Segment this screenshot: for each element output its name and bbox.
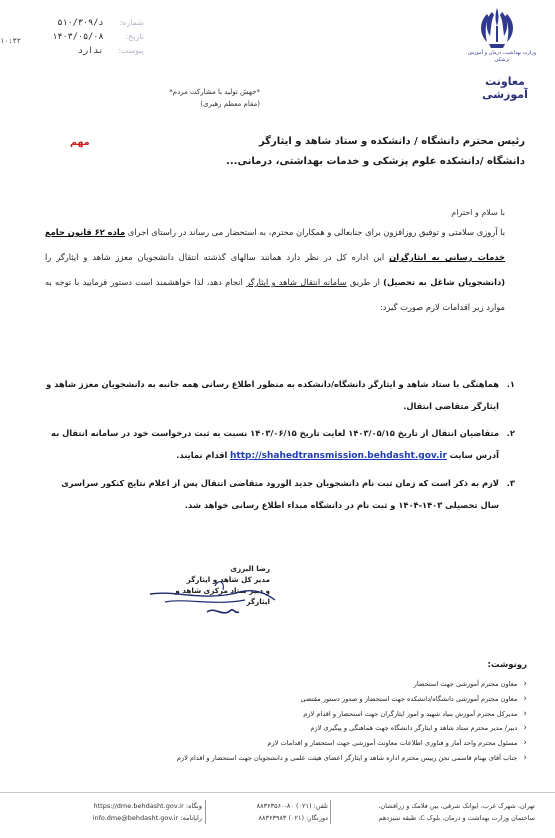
phone-label: تلفن: xyxy=(313,802,328,810)
body-text-1: با آروزی سلامتی و توفیق روزافزون برای جنابعالی و همکاران محترم، به استحضار می رساند در راستای اجرای xyxy=(127,227,506,237)
item-text: لازم به ذکر است که زمان ثبت نام دانشجویان جدید الورود متقاضی انتقال پس از اعلام نتایج کنکور سراسری سال تحصیلی ۱۴۰۳-۱۴۰۴ و ثبت نام در دانشگاه مبداء اطلاع رسانی خواهد شد. xyxy=(61,478,499,510)
deputy-title: معاونت آموزشی xyxy=(482,75,528,101)
greeting: با سلام و احترام xyxy=(451,208,505,217)
email-row xyxy=(60,812,202,824)
addressee-line-1: رئیس محترم دانشگاه / دانشکده و ستاد شاهد و ایثارگر xyxy=(258,136,525,147)
number-value: د/۵۱۰/۳۰۹ xyxy=(57,18,104,28)
meta-number xyxy=(44,16,144,30)
footer-address xyxy=(315,800,535,824)
footer-web xyxy=(60,800,202,824)
addressee-line-2: دانشگاه /دانشکده علوم پزشکی و خدمات بهداشتی، درمانی... xyxy=(226,156,525,167)
item-body xyxy=(40,422,499,467)
fax-row xyxy=(218,812,328,824)
cc-item: ‹ دبیر/ مدیر محترم ستاد شاهد و ایثارگر دانشگاه جهت هماهنگی و پیگیری لازم xyxy=(27,721,527,736)
body-bold-law: ماده ۶۲ قانون جامع خدمات رسانی به ایثارگران xyxy=(45,227,505,262)
meta-date xyxy=(44,30,144,44)
body-system-name: سامانه انتقال شاهد و ایثارگر xyxy=(246,277,347,287)
body-text-2: این اداره کل در نظر دارد همانند سالهای گذشته انتقال دانشجویان معزز شاهد و ایثارگر را xyxy=(45,252,385,262)
time-stamp: ۱۰:۳۲ xyxy=(0,37,22,45)
address-line-1: تهران، شهرک غرب، ایوانک شرقی، بین فلامک و زرافشان، xyxy=(378,802,535,810)
email-label: رایانامه: xyxy=(180,814,202,822)
footer-separator xyxy=(330,800,331,824)
phone-row xyxy=(218,800,328,812)
body-paragraph xyxy=(45,220,505,320)
slogan xyxy=(30,86,260,110)
website-link[interactable]: https://dme.behdasht.gov.ir xyxy=(93,802,184,810)
item-tail: اقدام نمایند. xyxy=(176,450,228,460)
attachment-value: ندارد xyxy=(77,46,104,56)
cc-item: ‹ جناب آقای بهنام قاسمی تجن رییس محترم اداره شاهد و ایثارگر اعضای هیئت علمی و دانشجویان جهت استحضار و اقدام لازم xyxy=(27,751,527,766)
web-label: وبگاه: xyxy=(185,802,202,810)
date-value: ۱۴۰۳/۰۵/۰۸ xyxy=(52,32,104,42)
body-text-4: انجام دهد، لذا خواهشمند است دستور فرمایید با توجه به موارد زیر اقدامات لازم صورت گیرد: xyxy=(45,277,505,312)
signer-title-1: مدیر کل شاهد و ایثارگر xyxy=(186,575,270,584)
cc-title: رونوشت: xyxy=(487,660,527,670)
address-line-2: ساختمان وزارت بهداشت و درمان، بلوک C، طبقه سیزدهم xyxy=(378,814,535,822)
transfer-system-link[interactable]: http://shahedtransmission.behdasht.gov.ir xyxy=(230,451,447,461)
item-number: ۱. xyxy=(506,379,515,389)
attachment-label: پیوست: xyxy=(117,46,144,55)
phone-number: ۸۸۳۶۳۵۶۰-۸۰ (۰۲۱) xyxy=(256,802,312,810)
list-item xyxy=(40,373,515,417)
number-label: شماره: xyxy=(119,18,144,27)
footer-divider xyxy=(0,792,555,793)
signer-name: رضا البرزی xyxy=(230,564,270,573)
footer-phones xyxy=(218,800,328,824)
instruction-list xyxy=(40,373,515,521)
iran-emblem-icon xyxy=(474,4,520,52)
list-item xyxy=(40,422,515,467)
cc-item: ‹ مسئول محترم واحد آمار و فناوری اطلاعات معاونت آموزشی جهت استحضار و اقدامات لازم xyxy=(27,736,527,751)
signer-title-2: و دبیر ستاد مرکزی شاهد و ایثارگر xyxy=(175,586,270,606)
item-number: ۳. xyxy=(506,478,515,488)
item-text: هماهنگی با ستاد شاهد و ایثارگر دانشگاه/دانشکده به منظور اطلاع رسانی همه جانبه به دانشجویان معزز شاهد و ایثارگر متقاضی انتقال. xyxy=(46,379,499,411)
list-item xyxy=(40,472,515,516)
body-text-3: از طریق xyxy=(349,277,380,287)
slogan-line: *جهش تولید با مشارکت مردم* xyxy=(169,88,260,96)
body-bold-students: (دانشجویان شاغل به تحصیل) xyxy=(383,277,506,287)
ministry-name: وزارت بهداشت، درمان و آموزش پزشکی xyxy=(467,50,537,63)
slogan-attribution: (مقام معظم رهبری) xyxy=(200,100,260,108)
cc-list xyxy=(27,677,527,766)
meta-attachment xyxy=(44,44,144,58)
cc-item: ‹ مدیرکل محترم آموزش بنیاد شهید و امور ایثارگران جهت استحضار و اقدام لازم xyxy=(27,707,527,722)
priority-label: مهم xyxy=(70,137,90,148)
footer-separator xyxy=(205,800,206,824)
cc-item: ‹ معاون محترم آموزشی جهت استحضار xyxy=(27,677,527,692)
email-link[interactable]: info.dme@behdasht.gov.ir xyxy=(92,814,179,822)
cc-item: ‹ معاون محترم آموزشی دانشگاه/دانشکده جهت استحضار و صدور دستور مقتضی xyxy=(27,692,527,707)
date-label: تاریخ: xyxy=(125,32,144,41)
web-row xyxy=(60,800,202,812)
letter-meta xyxy=(44,16,144,58)
fax-number: ۸۸۳۶۳۹۸۳ (۰۲۱) xyxy=(258,814,305,822)
item-number: ۲. xyxy=(506,428,515,438)
handwritten-signature xyxy=(145,572,280,622)
item-text: متقاضیان انتقال از تاریخ ۱۴۰۳/۰۵/۱۵ لغایت تاریخ ۱۴۰۳/۰۶/۱۵ نسبت به ثبت درخواست خود در سامانه انتقال به آدرس سایت xyxy=(51,428,499,460)
fax-label: دورنگار: xyxy=(306,814,328,822)
